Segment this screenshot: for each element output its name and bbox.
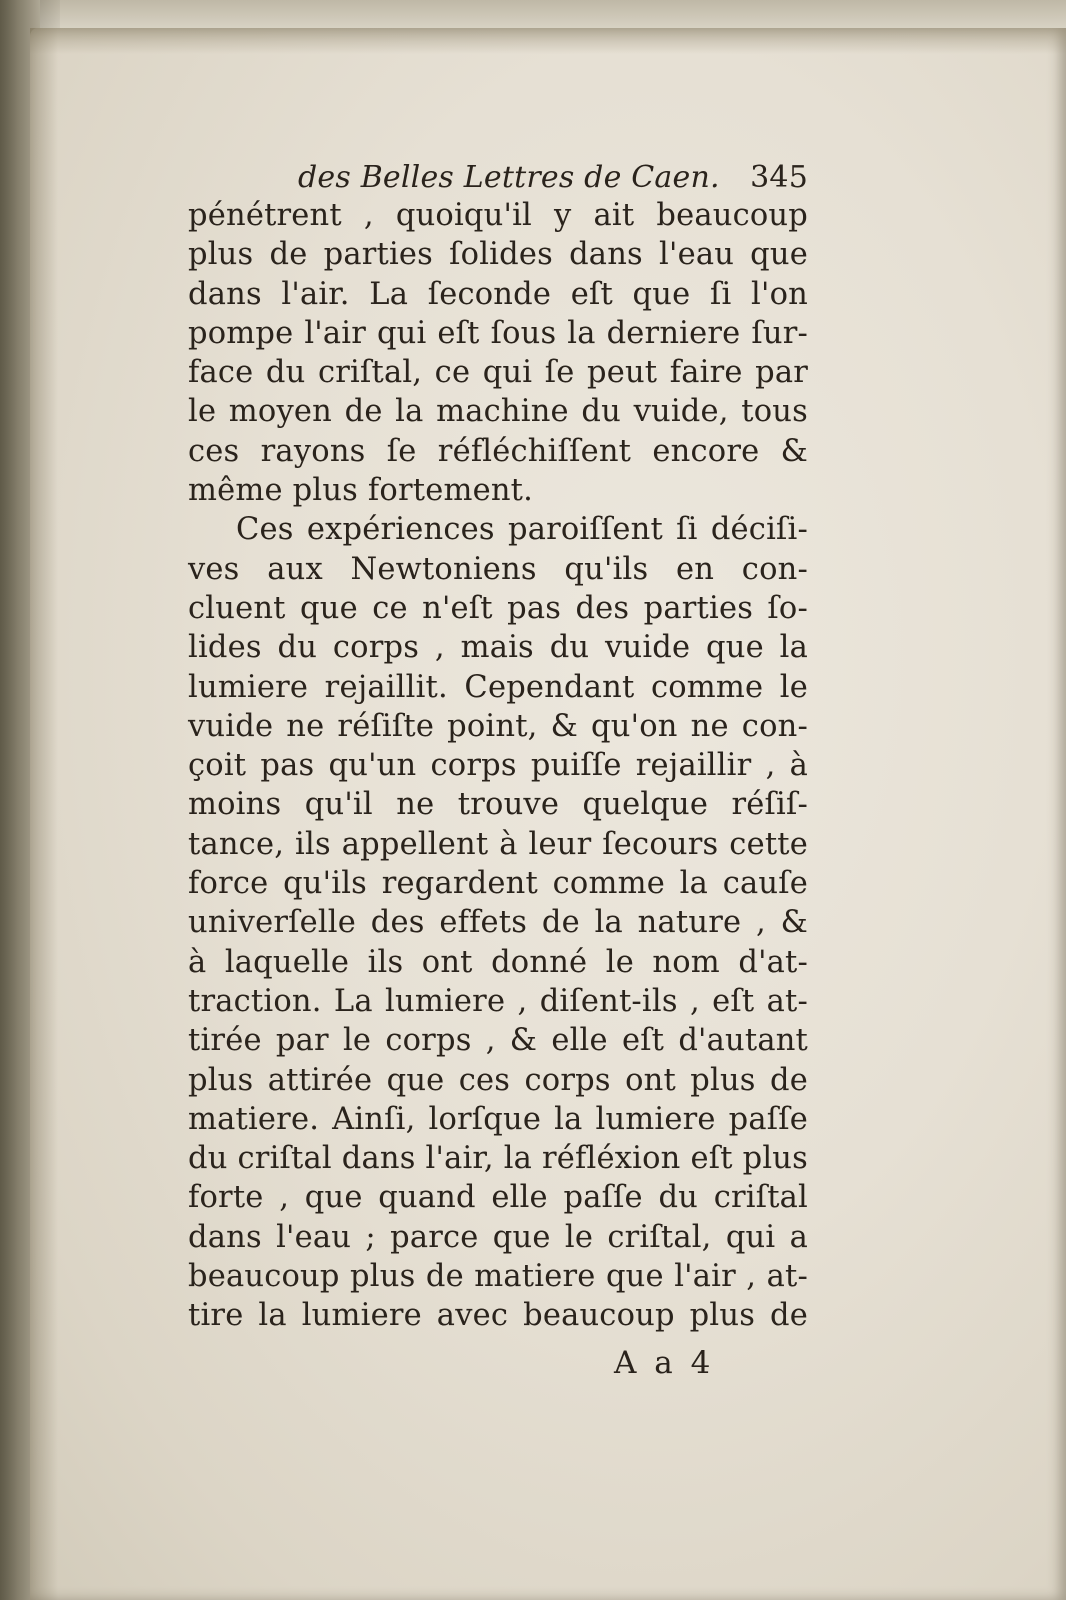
paragraph-1 [188, 196, 808, 510]
text-line: face du criſtal, ce qui ſe peut faire par [188, 355, 808, 391]
text-line: dans l'eau ; parce que le criſtal, qui a [188, 1219, 808, 1255]
text-line: vuide ne réſiſte point, & qu'on ne con- [188, 708, 808, 744]
text-line: force qu'ils regardent comme la cauſe [188, 866, 808, 902]
text-line: tire la lumiere avec beaucoup plus de [188, 1298, 808, 1334]
text-line: Ces expériences paroiſſent ſi déciſi- [236, 512, 808, 548]
text-line: pompe l'air qui eſt ſous la derniere ſur- [188, 315, 808, 351]
text-line: çoit pas qu'un corps puiſſe rejaillir , à [188, 748, 808, 784]
page-text [188, 158, 808, 1336]
text-line: beaucoup plus de matiere que l'air , at- [188, 1259, 808, 1295]
running-head-title: des Belles Lettres de Caen. [298, 160, 720, 195]
text-line: traction. La lumiere , diſent-ils , eſt at- [188, 983, 808, 1019]
text-line: cluent que ce n'eſt pas des parties ſo- [188, 590, 808, 626]
text-line: forte , que quand elle paſſe du criſtal [188, 1180, 808, 1216]
text-line: même plus fortement. [188, 473, 534, 509]
text-line: pénétrent , quoiqu'il y ait beaucoup [188, 198, 808, 233]
text-line: plus de parties ſolides dans l'eau que [188, 237, 808, 273]
text-line: dans l'air. La ſeconde eſt que ſi l'on [188, 276, 808, 312]
text-line: tance, ils appellent à leur ſecours cette [188, 826, 808, 862]
text-line: à laquelle ils ont donné le nom d'at- [188, 944, 808, 980]
text-line: univerſelle des effets de la nature , & [188, 905, 808, 941]
paragraph-2 [188, 510, 808, 1335]
text-line: du criſtal dans l'air, la réfléxion eſt plus [188, 1141, 808, 1177]
text-line: plus attirée que ces corps ont plus de [188, 1062, 808, 1098]
text-line: ces rayons ſe réfléchiſſent encore & [188, 433, 808, 469]
signature-mark: A a 4 [614, 1345, 715, 1381]
page-number: 345 [750, 160, 808, 195]
text-line: ves aux Newtoniens qu'ils en con- [188, 551, 808, 587]
text-line: lides du corps , mais du vuide que la [188, 630, 808, 666]
running-head [188, 158, 808, 198]
text-line: moins qu'il ne trouve quelque réſiſ- [188, 787, 808, 823]
text-line: tirée par le corps , & elle eſt d'autant [188, 1023, 808, 1059]
text-line: matiere. Ainſi, lorſque la lumiere paſſe [188, 1101, 808, 1137]
text-line: le moyen de la machine du vuide, tous [188, 394, 808, 430]
text-line: lumiere rejaillit. Cependant comme le [188, 669, 808, 705]
